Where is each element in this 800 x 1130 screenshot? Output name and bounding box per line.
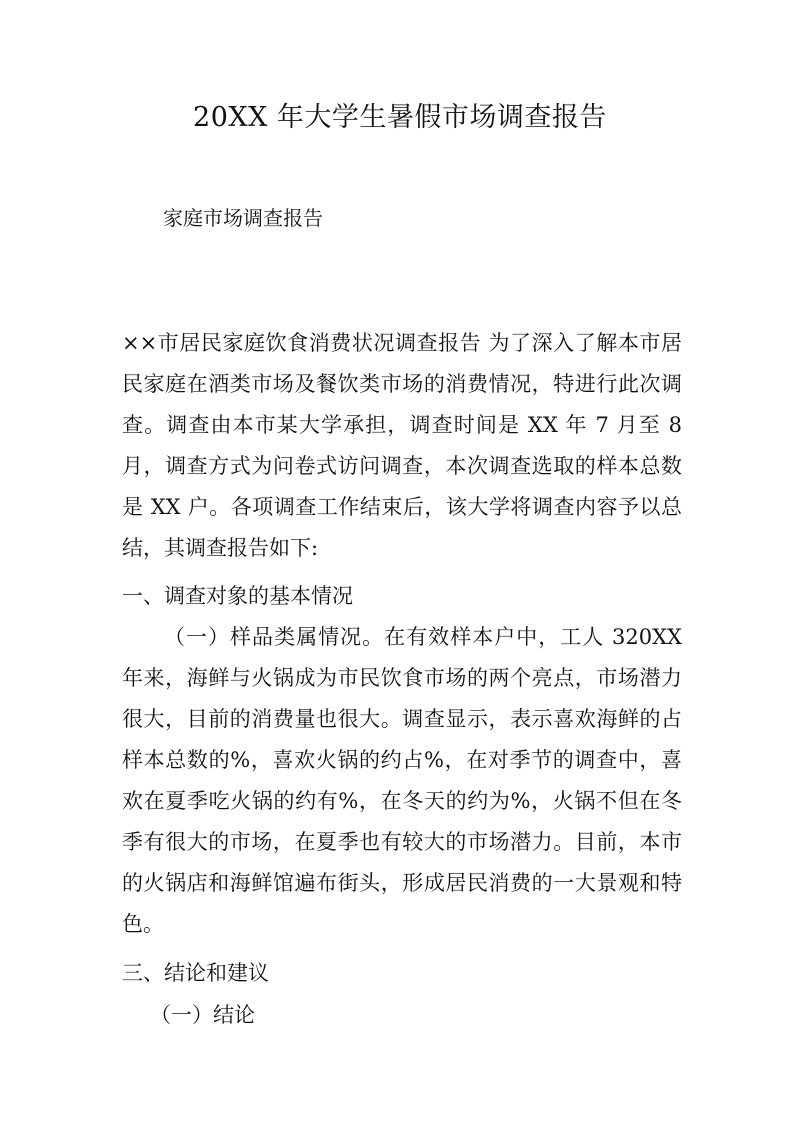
section-1-heading: 一、调查对象的基本情况 — [122, 584, 353, 608]
document-subtitle: 家庭市场调查报告 — [163, 206, 323, 230]
intro-paragraph: ××市居民家庭饮食消费状况调查报告 为了深入了解本市居民家庭在酒类市场及餐饮类市场的消费情况，特进行此次调查。调查由本市某大学承担，调查时间是 XX 年 7 月至 8 月，调查方式为问卷式访问调查，本次调查选取的样本总数是 XX 户。各项调查工作结束后，该大学将调查内容予以总结，其调查报告如下: — [122, 331, 682, 560]
subsection-heading: （一）结论 — [150, 1003, 255, 1027]
section-3-heading: 三、结论和建议 — [122, 961, 269, 985]
document-title: 20XX 年大学生暑假市场调查报告 — [193, 102, 607, 133]
section-1-paragraph: （一）样品类属情况。在有效样本户中，工人 320XX 年来，海鲜与火锅成为市民饮食市场的两个亮点，市场潜力很大，目前的消费量也很大。调查显示，表示喜欢海鲜的占样本总数的%，喜欢火锅的约占%，在对季节的调查中，喜欢在夏季吃火锅的约有%，在冬天的约为%，火锅不但在冬季有很大的市场，在夏季也有较大的市场潜力。目前，本市的火锅店和海鲜馆遍布街头，形成居民消费的一大景观和特色。 — [122, 625, 682, 936]
